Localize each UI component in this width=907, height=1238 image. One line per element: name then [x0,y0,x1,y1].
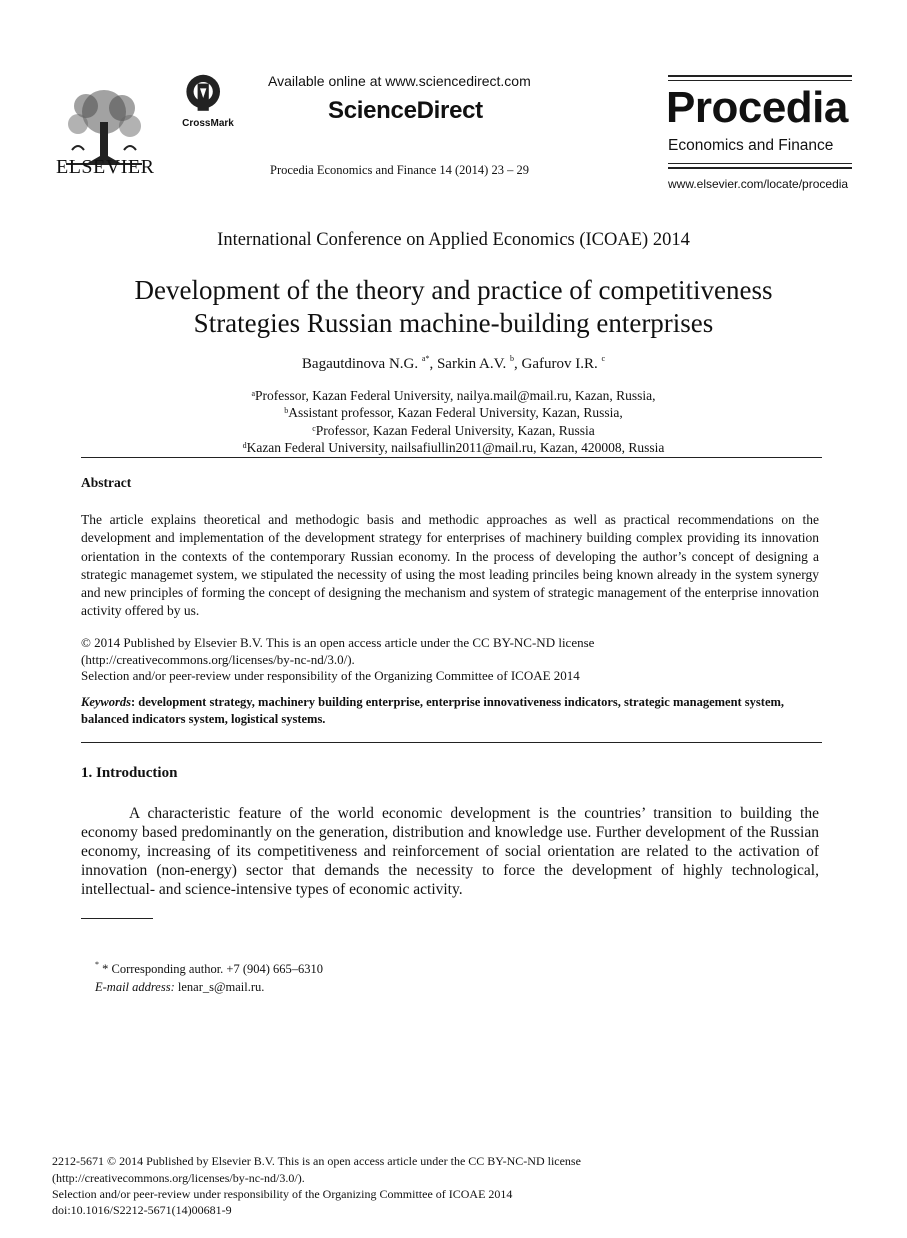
keywords-label: Keywords [81,695,131,709]
affiliation-b: $^b$Assistant professor, Kazan Federal University, Kazan, Russia, [284,405,623,420]
license-link[interactable]: (http://creativecommons.org/licenses/by-nc-nd/3.0/). [81,652,355,667]
procedia-bottom-rule-2 [668,167,852,169]
email-value[interactable]: lenar_s@mail.ru. [177,980,265,994]
issn-license-line: 2212-5671 © 2014 Published by Elsevier B.V. This is an open access article under the CC BY-NC-ND license [52,1154,581,1168]
publisher-wordmark: ELSEVIER [56,156,155,178]
journal-reference: Procedia Economics and Finance 14 (2014) 23 – 29 [270,163,529,177]
footnote-rule [81,918,153,919]
sciencedirect-brand[interactable]: ScienceDirect [328,97,483,124]
license-line-1: © 2014 Published by Elsevier B.V. This is an open access article under the CC BY-NC-ND license [81,635,595,650]
abstract-heading: Abstract [81,475,132,490]
email-label: E-mail address: [95,980,175,994]
introduction-body: A characteristic feature of the world economic development is the countries’ transition to building the economy based predominantly on the generation, distribution and knowledge use. Further development of the Russian economy, increasing of its competitiveness and reinforcement of social orientation are related to the activation of innovation (non-energy) sector that demands the necessity to force the development of highly technological, intellectual- and science-intensive types of economic activity. [81,805,819,899]
procedia-top-rule-2 [668,80,852,81]
conference-name: International Conference on Applied Economics (ICOAE) 2014 [217,230,690,250]
title-line-1: Development of the theory and practice of competitiveness [134,275,773,305]
footnote-email [95,980,264,995]
affiliation-a: $^a$Professor, Kazan Federal University, nailya.mail@mail.ru, Kazan, Russia, [251,388,656,403]
author-mark: b [510,354,515,363]
journal-subtitle: Economics and Finance [668,137,834,154]
bottom-license-link[interactable]: (http://creativecommons.org/licenses/by-nc-nd/3.0/). [52,1171,305,1185]
footnote-corresponding: * * Corresponding author. +7 (904) 665–6310 [95,960,324,976]
keywords [81,694,821,728]
title-line-2: Strategies Russian machine-building enterprises [193,308,714,338]
section-heading: 1. Introduction [81,765,178,781]
procedia-bottom-rule-1 [668,163,852,164]
available-online-link[interactable]: Available online at www.sciencedirect.com [268,73,531,89]
license-line-3: Selection and/or peer-review under responsibility of the Organizing Committee of ICOAE 2014 [81,668,580,683]
procedia-top-rule-1 [668,75,852,77]
author-name: Bagautdinova N.G. [301,356,419,372]
author-mark: a* [421,354,430,363]
keywords-text: : development strategy, machinery building enterprise, enterprise innovativeness indicators, strategic management system, balanced indicators system, logistical systems. [81,695,785,726]
divider-top [81,457,822,458]
author-list: Bagautdinova N.G. $^{a*}$, Sarkin A.V. $^b$, Gafurov I.R. $^c$ [301,354,606,372]
author-name: Gafurov I.R. [521,356,598,372]
divider-bottom [81,742,822,743]
journal-url-link[interactable]: www.elsevier.com/locate/procedia [668,177,849,191]
affiliation-d: $^d$Kazan Federal University, nailsafiullin2011@mail.ru, Kazan, 420008, Russia [242,440,665,455]
author-mark: c [601,354,606,363]
footnote-mark: * [95,960,99,969]
affiliation-c: $^c$Professor, Kazan Federal University, Kazan, Russia [312,423,595,438]
doi-link[interactable]: doi:10.1016/S2212-5671(14)00681-9 [52,1203,232,1217]
crossmark-label: CrossMark [182,118,234,129]
journal-brand: Procedia [666,83,848,132]
author-name: Sarkin A.V. [436,356,507,372]
bottom-review-line: Selection and/or peer-review under responsibility of the Organizing Committee of ICOAE 2014 [52,1187,513,1201]
crossmark-icon[interactable] [184,74,232,122]
article-title [60,274,847,340]
abstract-body: The article explains theoretical and methodogic basis and methodic approaches as well as practical recommendations on the development and implementation of the development strategy for enterprises of machinery building complex providing its innovation orientation in the contexts of the contemporary Russian economy. In the process of developing the author’s concept of designing a strategic managemet system, we stipulated the necessity of using the most leading princiles being known already in the system synergy and new principles of forming the concept of designing the mechanism and system of strategic management of the enterprise innovation activity offered by us. [81,512,819,619]
